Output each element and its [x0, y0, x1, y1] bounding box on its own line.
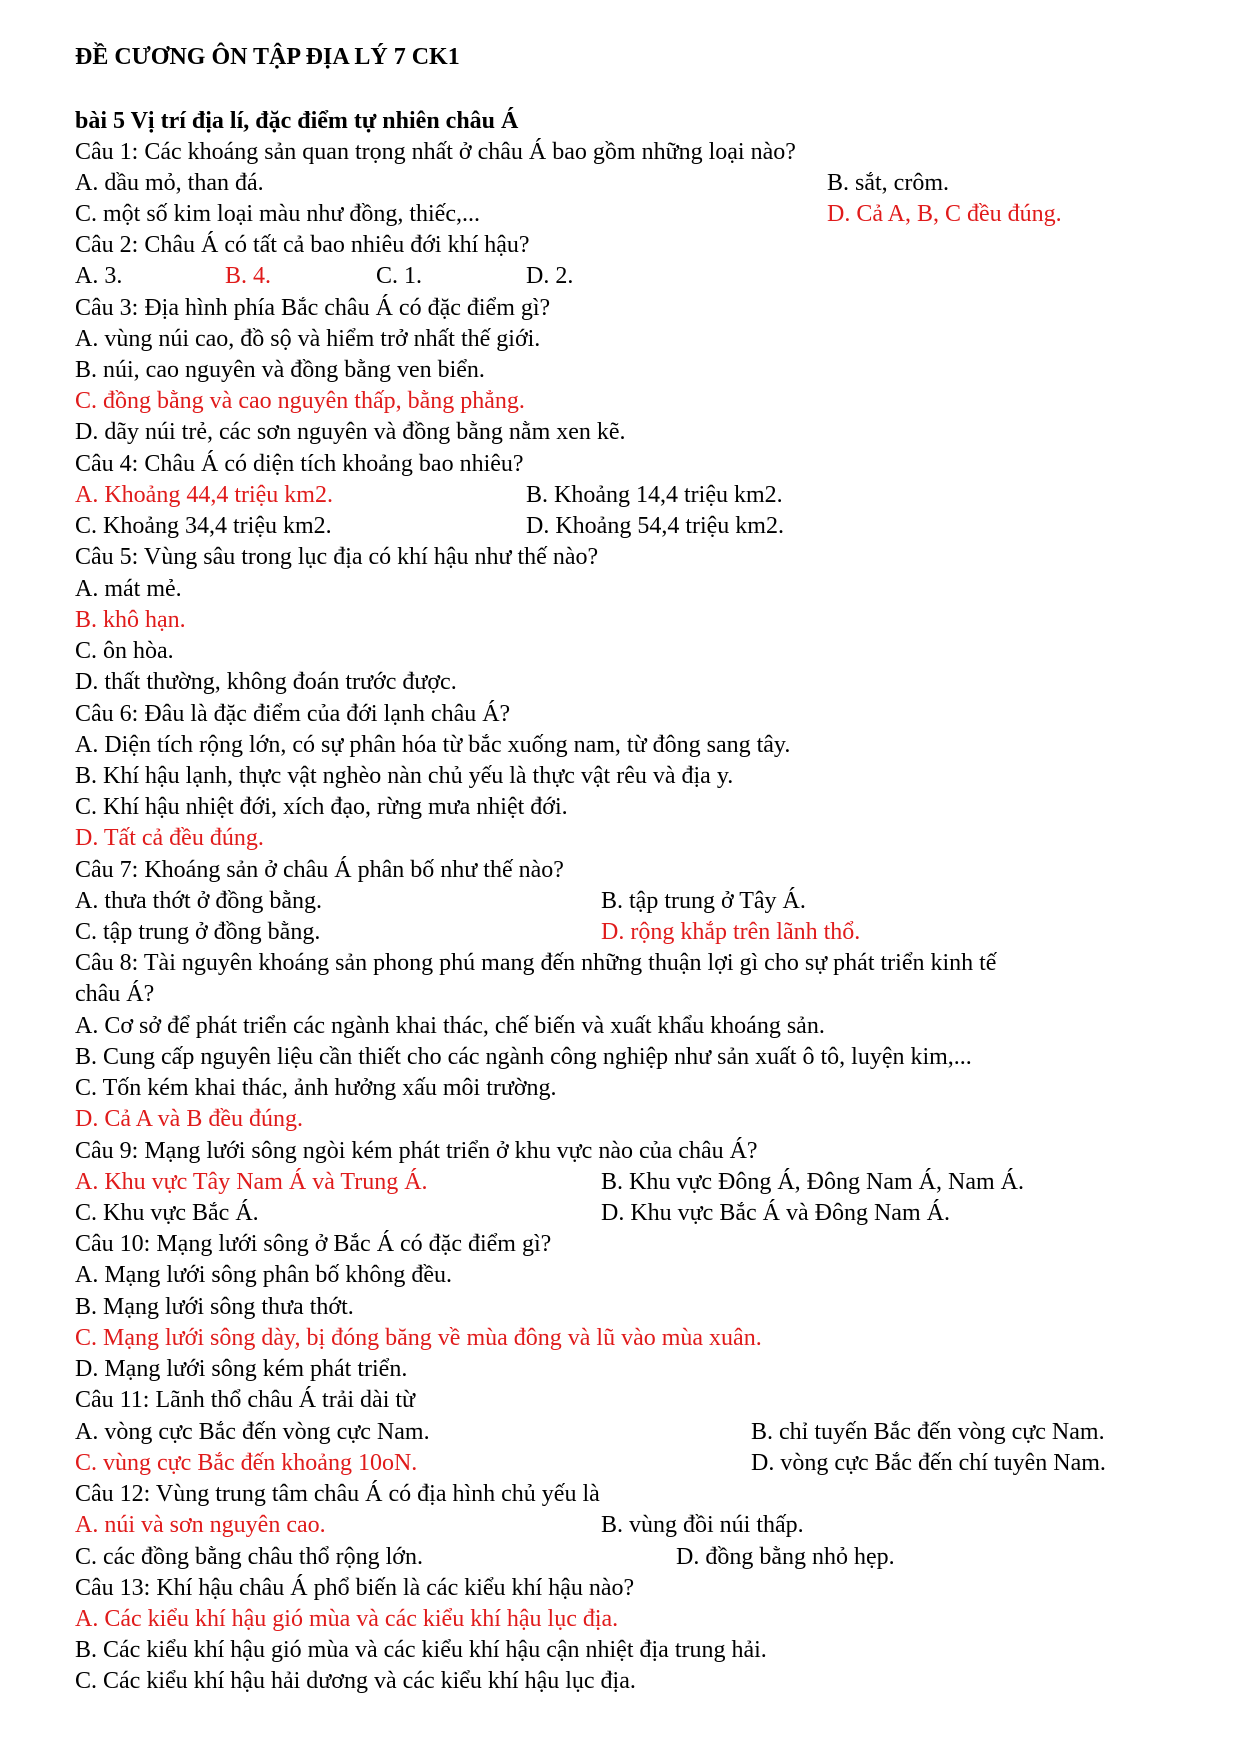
question-3: Câu 3: Địa hình phía Bắc châu Á có đặc điểm gì? [75, 295, 551, 321]
q8-option-a: A. Cơ sở để phát triển các ngành khai thác, chế biến và xuất khẩu khoáng sản. [75, 1013, 825, 1039]
q7-option-d-answer: D. rộng khắp trên lãnh thổ. [601, 919, 861, 945]
q3-option-c-answer: C. đồng bằng và cao nguyên thấp, bằng phẳng. [75, 388, 525, 414]
q13-option-a-answer: A. Các kiểu khí hậu gió mùa và các kiểu khí hậu lục địa. [75, 1606, 619, 1632]
q1-option-d-answer: D. Cả A, B, C đều đúng. [827, 201, 1062, 227]
q4-option-d: D. Khoảng 54,4 triệu km2. [526, 513, 784, 539]
q2-option-d: D. 2. [526, 263, 574, 289]
q3-option-b: B. núi, cao nguyên và đồng bằng ven biển. [75, 357, 485, 383]
q6-option-a: A. Diện tích rộng lớn, có sự phân hóa từ bắc xuống nam, từ đông sang tây. [75, 732, 791, 758]
q10-option-b: B. Mạng lưới sông thưa thớt. [75, 1294, 354, 1320]
question-13: Câu 13: Khí hậu châu Á phổ biến là các kiểu khí hậu nào? [75, 1575, 635, 1601]
q6-option-c: C. Khí hậu nhiệt đới, xích đạo, rừng mưa nhiệt đới. [75, 794, 568, 820]
q9-option-c: C. Khu vực Bắc Á. [75, 1200, 259, 1226]
question-4: Câu 4: Châu Á có diện tích khoảng bao nhiêu? [75, 451, 524, 477]
q1-option-c: C. một số kim loại màu như đồng, thiếc,... [75, 201, 480, 227]
q13-option-b: B. Các kiểu khí hậu gió mùa và các kiểu khí hậu cận nhiệt địa trung hải. [75, 1637, 767, 1663]
q2-option-a: A. 3. [75, 263, 123, 289]
q11-option-d: D. vòng cực Bắc đến chí tuyên Nam. [751, 1450, 1106, 1476]
q12-option-a-answer: A. núi và sơn nguyên cao. [75, 1512, 326, 1538]
q1-option-b: B. sắt, crôm. [827, 170, 949, 196]
q11-option-a: A. vòng cực Bắc đến vòng cực Nam. [75, 1419, 430, 1445]
q13-option-c: C. Các kiểu khí hậu hải dương và các kiểu khí hậu lục địa. [75, 1668, 636, 1694]
q10-option-a: A. Mạng lưới sông phân bố không đều. [75, 1262, 453, 1288]
q8-option-c: C. Tốn kém khai thác, ảnh hưởng xấu môi trường. [75, 1075, 557, 1101]
question-10: Câu 10: Mạng lưới sông ở Bắc Á có đặc điểm gì? [75, 1231, 552, 1257]
q1-option-a: A. dầu mỏ, than đá. [75, 170, 264, 196]
q10-option-d: D. Mạng lưới sông kém phát triển. [75, 1356, 408, 1382]
question-8-continued: châu Á? [75, 981, 155, 1007]
q12-option-d: D. đồng bằng nhỏ hẹp. [676, 1544, 895, 1570]
q12-option-c: C. các đồng bằng châu thổ rộng lớn. [75, 1544, 423, 1570]
question-12: Câu 12: Vùng trung tâm châu Á có địa hình chủ yếu là [75, 1481, 600, 1507]
q7-option-b: B. tập trung ở Tây Á. [601, 888, 806, 914]
q9-option-b: B. Khu vực Đông Á, Đông Nam Á, Nam Á. [601, 1169, 1024, 1195]
q7-option-c: C. tập trung ở đồng bằng. [75, 919, 321, 945]
q8-option-b: B. Cung cấp nguyên liệu cần thiết cho các ngành công nghiệp như sản xuất ô tô, luyện kim,... [75, 1044, 972, 1070]
q4-option-c: C. Khoảng 34,4 triệu km2. [75, 513, 332, 539]
q8-option-d-answer: D. Cả A và B đều đúng. [75, 1106, 303, 1132]
question-8: Câu 8: Tài nguyên khoáng sản phong phú mang đến những thuận lợi gì cho sự phát triển kinh tế [75, 950, 997, 976]
question-2: Câu 2: Châu Á có tất cả bao nhiêu đới khí hậu? [75, 232, 530, 258]
question-5: Câu 5: Vùng sâu trong lục địa có khí hậu như thế nào? [75, 544, 599, 570]
q4-option-a-answer: A. Khoảng 44,4 triệu km2. [75, 482, 333, 508]
q9-option-a-answer: A. Khu vực Tây Nam Á và Trung Á. [75, 1169, 428, 1195]
lesson-title: bài 5 Vị trí địa lí, đặc điểm tự nhiên châu Á [75, 108, 519, 134]
question-11: Câu 11: Lãnh thổ châu Á trải dài từ [75, 1387, 416, 1413]
question-7: Câu 7: Khoáng sản ở châu Á phân bố như thế nào? [75, 857, 564, 883]
q5-option-a: A. mát mẻ. [75, 576, 182, 602]
q12-option-b: B. vùng đồi núi thấp. [601, 1512, 804, 1538]
q6-option-b: B. Khí hậu lạnh, thực vật nghèo nàn chủ yếu là thực vật rêu và địa y. [75, 763, 734, 789]
q2-option-b-answer: B. 4. [225, 263, 272, 289]
q7-option-a: A. thưa thớt ở đồng bằng. [75, 888, 323, 914]
question-9: Câu 9: Mạng lưới sông ngòi kém phát triển ở khu vực nào của châu Á? [75, 1138, 758, 1164]
q5-option-d: D. thất thường, không đoán trước được. [75, 669, 457, 695]
q11-option-b: B. chỉ tuyến Bắc đến vòng cực Nam. [751, 1419, 1105, 1445]
q4-option-b: B. Khoảng 14,4 triệu km2. [526, 482, 783, 508]
question-6: Câu 6: Đâu là đặc điểm của đới lạnh châu Á? [75, 701, 511, 727]
q2-option-c: C. 1. [376, 263, 423, 289]
q3-option-a: A. vùng núi cao, đồ sộ và hiểm trở nhất thế giới. [75, 326, 541, 352]
question-1: Câu 1: Các khoáng sản quan trọng nhất ở châu Á bao gồm những loại nào? [75, 139, 796, 165]
q5-option-b-answer: B. khô hạn. [75, 607, 186, 633]
q11-option-c-answer: C. vùng cực Bắc đến khoảng 10oN. [75, 1450, 418, 1476]
q10-option-c-answer: C. Mạng lưới sông dày, bị đóng băng về mùa đông và lũ vào mùa xuân. [75, 1325, 762, 1351]
q9-option-d: D. Khu vực Bắc Á và Đông Nam Á. [601, 1200, 950, 1226]
q5-option-c: C. ôn hòa. [75, 638, 174, 664]
q6-option-d-answer: D. Tất cả đều đúng. [75, 825, 264, 851]
q3-option-d: D. dãy núi trẻ, các sơn nguyên và đồng bằng nằm xen kẽ. [75, 419, 626, 445]
document-title: ĐỀ CƯƠNG ÔN TẬP ĐỊA LÝ 7 CK1 [75, 44, 460, 70]
